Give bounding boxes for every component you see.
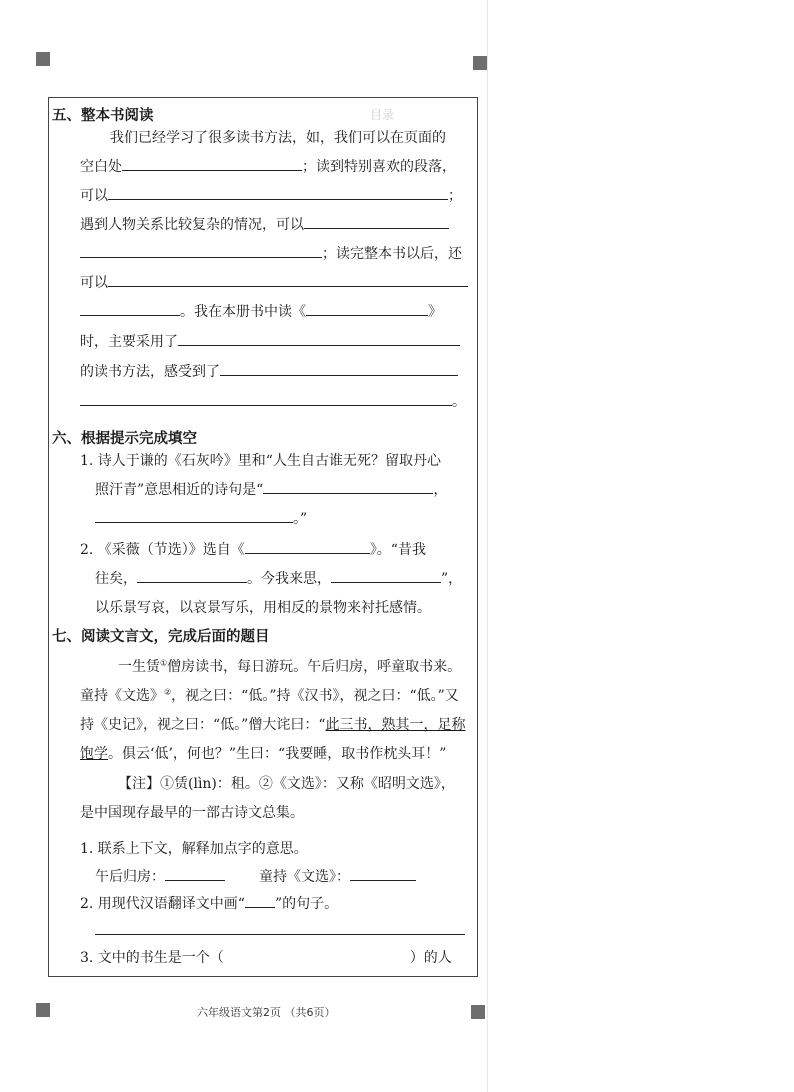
q-text: 2. 用现代汉语翻译文中画“ bbox=[80, 896, 245, 912]
s7-q1-answers bbox=[95, 866, 416, 886]
footnote-marker: ① bbox=[160, 658, 168, 668]
answer-blank[interactable] bbox=[350, 866, 416, 881]
passage-text: ，视之曰：“低。”持《汉书》，视之曰：“低。”又 bbox=[171, 688, 459, 704]
s5-text: ； bbox=[448, 188, 462, 204]
s6-q1-line-2 bbox=[95, 479, 447, 499]
s7-passage-line-4 bbox=[80, 743, 446, 763]
s6-text: 2. 《采薇（节选）》选自《 bbox=[80, 542, 245, 558]
page-footer: 六年级语文第2页 （共6页） bbox=[197, 1006, 336, 1019]
answer-blank[interactable] bbox=[80, 391, 452, 406]
s6-text: 》。“昔我 bbox=[369, 542, 426, 558]
corner-mark-bottom-left bbox=[36, 1003, 50, 1017]
s6-text: 。” bbox=[293, 511, 308, 527]
q-text: 3. 文中的书生是一个（ bbox=[80, 950, 224, 966]
corner-mark-bottom-right bbox=[471, 1005, 485, 1019]
s6-text: 。今我来思， bbox=[247, 571, 331, 587]
s5-text: 可以 bbox=[80, 275, 108, 291]
answer-blank[interactable] bbox=[137, 568, 247, 583]
s6-text: ”， bbox=[441, 571, 463, 587]
answer-blank[interactable] bbox=[80, 243, 322, 258]
answer-blank[interactable] bbox=[220, 361, 458, 376]
passage-text: 童持《文选》 bbox=[80, 688, 164, 704]
underlined-sentence: 此三书，熟其一，足称 bbox=[325, 717, 466, 733]
corner-mark-top-left bbox=[36, 52, 50, 66]
s7-note-line-2: 是中国现存最早的一部古诗文总集。 bbox=[80, 805, 304, 821]
q-text: ”的句子。 bbox=[274, 896, 339, 912]
q-text: ）的人 bbox=[409, 950, 452, 966]
answer-blank[interactable] bbox=[122, 156, 302, 171]
s7-q2 bbox=[80, 893, 338, 913]
underlined-sentence: 饱学 bbox=[80, 746, 108, 762]
section-7-title: 七、阅读文言文，完成后面的题目 bbox=[52, 629, 270, 645]
answer-blank[interactable] bbox=[165, 866, 225, 881]
passage-text: 。俱云‘低’，何也？”生曰：“我要睡，取书作枕头耳！” bbox=[108, 746, 447, 762]
s5-text: ；读完整本书以后，还 bbox=[322, 246, 462, 262]
section-6-title: 六、根据提示完成填空 bbox=[52, 431, 197, 447]
answer-blank[interactable] bbox=[108, 272, 468, 287]
q-label: 午后归房： bbox=[95, 869, 165, 885]
s5-line-7 bbox=[80, 301, 442, 321]
s6-text: ， bbox=[433, 482, 448, 498]
underline-sample bbox=[245, 893, 275, 908]
book-title-blank[interactable] bbox=[306, 301, 428, 316]
s5-text: ；读到特别喜欢的段落， bbox=[302, 159, 456, 175]
s5-line-2 bbox=[80, 156, 456, 176]
s5-text: 。我在本册书中读《 bbox=[180, 304, 306, 320]
s5-line-5 bbox=[80, 243, 462, 263]
passage-text: 一生赁 bbox=[118, 659, 160, 675]
s5-line-4 bbox=[80, 214, 449, 234]
answer-blank[interactable] bbox=[245, 539, 370, 554]
footnote-marker: ② bbox=[164, 687, 172, 697]
s5-text: 时，主要采用了 bbox=[80, 334, 178, 350]
answer-blank[interactable] bbox=[108, 185, 448, 200]
s6-q1-line-3 bbox=[95, 508, 307, 528]
s6-q2-line-2 bbox=[95, 568, 462, 588]
s5-line-1: 我们已经学习了很多读书方法，如，我们可以在页面的 bbox=[110, 130, 446, 146]
s7-q3 bbox=[80, 947, 452, 967]
fold-line bbox=[487, 0, 488, 1092]
section-5-title: 五、整本书阅读 bbox=[52, 108, 154, 124]
s6-text: 往矣， bbox=[95, 571, 137, 587]
s5-text: 的读书方法，感受到了 bbox=[80, 364, 220, 380]
s5-text: 》 bbox=[428, 304, 442, 320]
s6-text: 照汗青”意思相近的诗句是“ bbox=[95, 482, 264, 498]
s7-note-line-1: 【注】①赁(lìn)：租。②《文选》：又称《昭明文选》， bbox=[118, 776, 455, 792]
s7-passage-line-3 bbox=[80, 714, 465, 734]
s5-line-9 bbox=[80, 361, 458, 381]
s6-q2-line-3: 以乐景写哀，以哀景写乐，用相反的景物来衬托感情。 bbox=[95, 600, 431, 616]
s5-text: 空白处 bbox=[80, 159, 122, 175]
s5-line-8 bbox=[80, 331, 460, 351]
s5-text: 遇到人物关系比较复杂的情况，可以 bbox=[80, 217, 304, 233]
faint-show-through: 目录 bbox=[370, 108, 395, 122]
answer-blank[interactable] bbox=[263, 479, 433, 494]
s7-passage-line-2 bbox=[80, 685, 459, 705]
s5-text: 。 bbox=[452, 394, 466, 410]
answer-blank[interactable] bbox=[304, 214, 449, 229]
s5-line-3 bbox=[80, 185, 462, 205]
answer-blank[interactable] bbox=[178, 331, 460, 346]
s6-q1-line-1: 1. 诗人于谦的《石灰吟》里和“人生自古谁无死？留取丹心 bbox=[80, 453, 441, 469]
s7-q1: 1. 联系上下文，解释加点字的意思。 bbox=[80, 841, 308, 857]
answer-blank[interactable] bbox=[80, 301, 180, 316]
passage-text: 僧房读书，每日游玩。午后归房，呼童取书来。 bbox=[167, 659, 462, 675]
answer-line[interactable] bbox=[95, 934, 465, 935]
s5-text: 可以 bbox=[80, 188, 108, 204]
q-label: 童持《文选》： bbox=[259, 869, 350, 885]
passage-text: 持《史记》，视之曰：“低。”僧大诧曰：“ bbox=[80, 717, 326, 733]
s7-passage-line-1 bbox=[118, 656, 461, 676]
s5-line-6 bbox=[80, 272, 468, 292]
s5-line-10 bbox=[80, 391, 466, 411]
answer-blank[interactable] bbox=[331, 568, 441, 583]
s6-q2-line-1 bbox=[80, 539, 426, 559]
answer-blank[interactable] bbox=[95, 508, 293, 523]
corner-mark-top-right bbox=[473, 56, 487, 70]
